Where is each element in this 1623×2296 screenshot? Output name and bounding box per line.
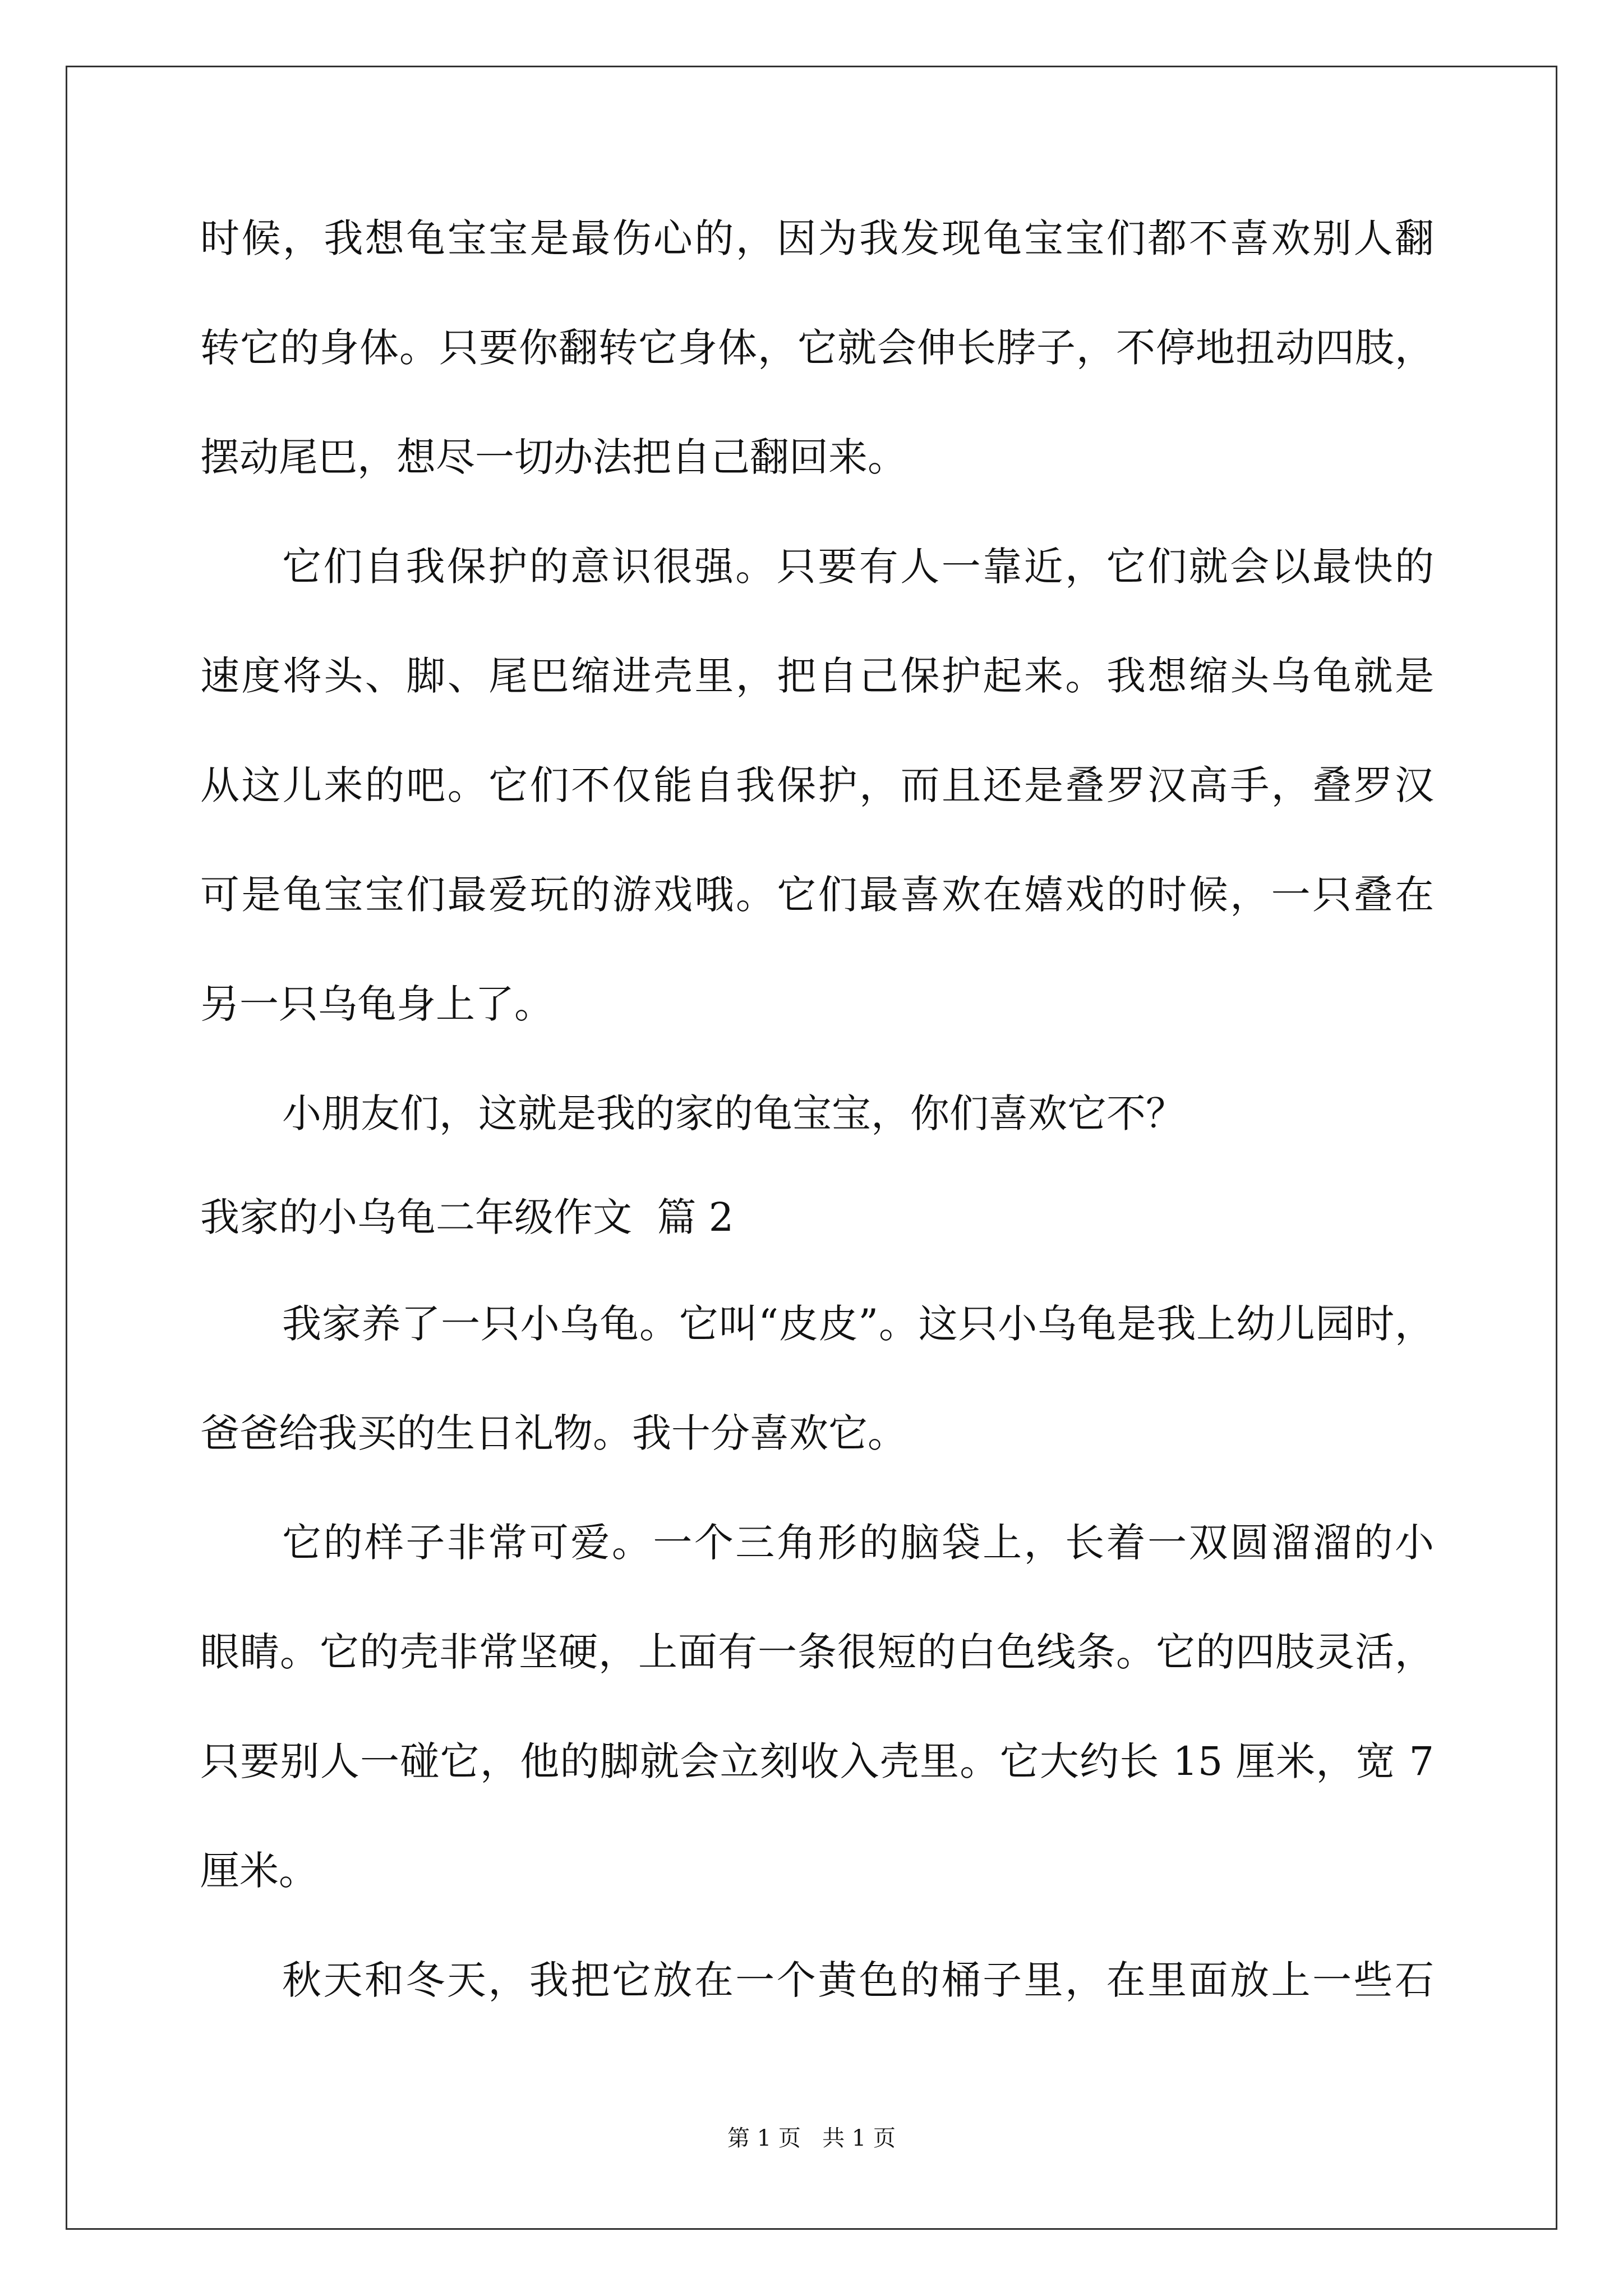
paragraph-line: 速度将头、脚、尾巴缩进壳里，把自己保护起来。我想缩头乌龟就是: [200, 653, 1434, 699]
paragraph-line: 时候，我想龟宝宝是最伤心的，因为我发现龟宝宝们都不喜欢别人翻: [200, 215, 1434, 261]
paragraph-line: 从这儿来的吧。它们不仅能自我保护，而且还是叠罗汉高手，叠罗汉: [200, 762, 1434, 808]
paragraph-line: 它的样子非常可爱。一个三角形的脑袋上，长着一双圆溜溜的小: [282, 1520, 1434, 1566]
section-heading: 我家的小乌龟二年级作文 篇 2: [200, 1194, 734, 1240]
page-footer: 第 1 页 共 1 页: [727, 2125, 896, 2151]
paragraph-line: 摆动尾巴，想尽一切办法把自己翻回来。: [200, 434, 907, 480]
paragraph-line: 小朋友们，这就是我的家的龟宝宝，你们喜欢它不？: [282, 1091, 1185, 1137]
paragraph-line: 厘米。: [200, 1848, 318, 1894]
paragraph-line: 只要别人一碰它，他的脚就会立刻收入壳里。它大约长 15 厘米，宽 7: [200, 1738, 1434, 1784]
paragraph-line: 眼睛。它的壳非常坚硬，上面有一条很短的白色线条。它的四肢灵活，: [200, 1629, 1434, 1675]
paragraph-line: 可是龟宝宝们最爱玩的游戏哦。它们最喜欢在嬉戏的时候，一只叠在: [200, 872, 1434, 918]
page-border: [66, 66, 1557, 2230]
paragraph-line: 它们自我保护的意识很强。只要有人一靠近，它们就会以最快的: [282, 544, 1434, 590]
paragraph-line: 我家养了一只小乌龟。它叫“皮皮”。这只小乌龟是我上幼儿园时，: [282, 1301, 1434, 1347]
paragraph-line: 爸爸给我买的生日礼物。我十分喜欢它。: [200, 1410, 907, 1456]
paragraph-line: 秋天和冬天，我把它放在一个黄色的桶子里，在里面放上一些石: [282, 1957, 1434, 2003]
paragraph-line: 转它的身体。只要你翻转它身体，它就会伸长脖子，不停地扭动四肢，: [200, 325, 1434, 371]
paragraph-line: 另一只乌龟身上了。: [200, 981, 554, 1027]
